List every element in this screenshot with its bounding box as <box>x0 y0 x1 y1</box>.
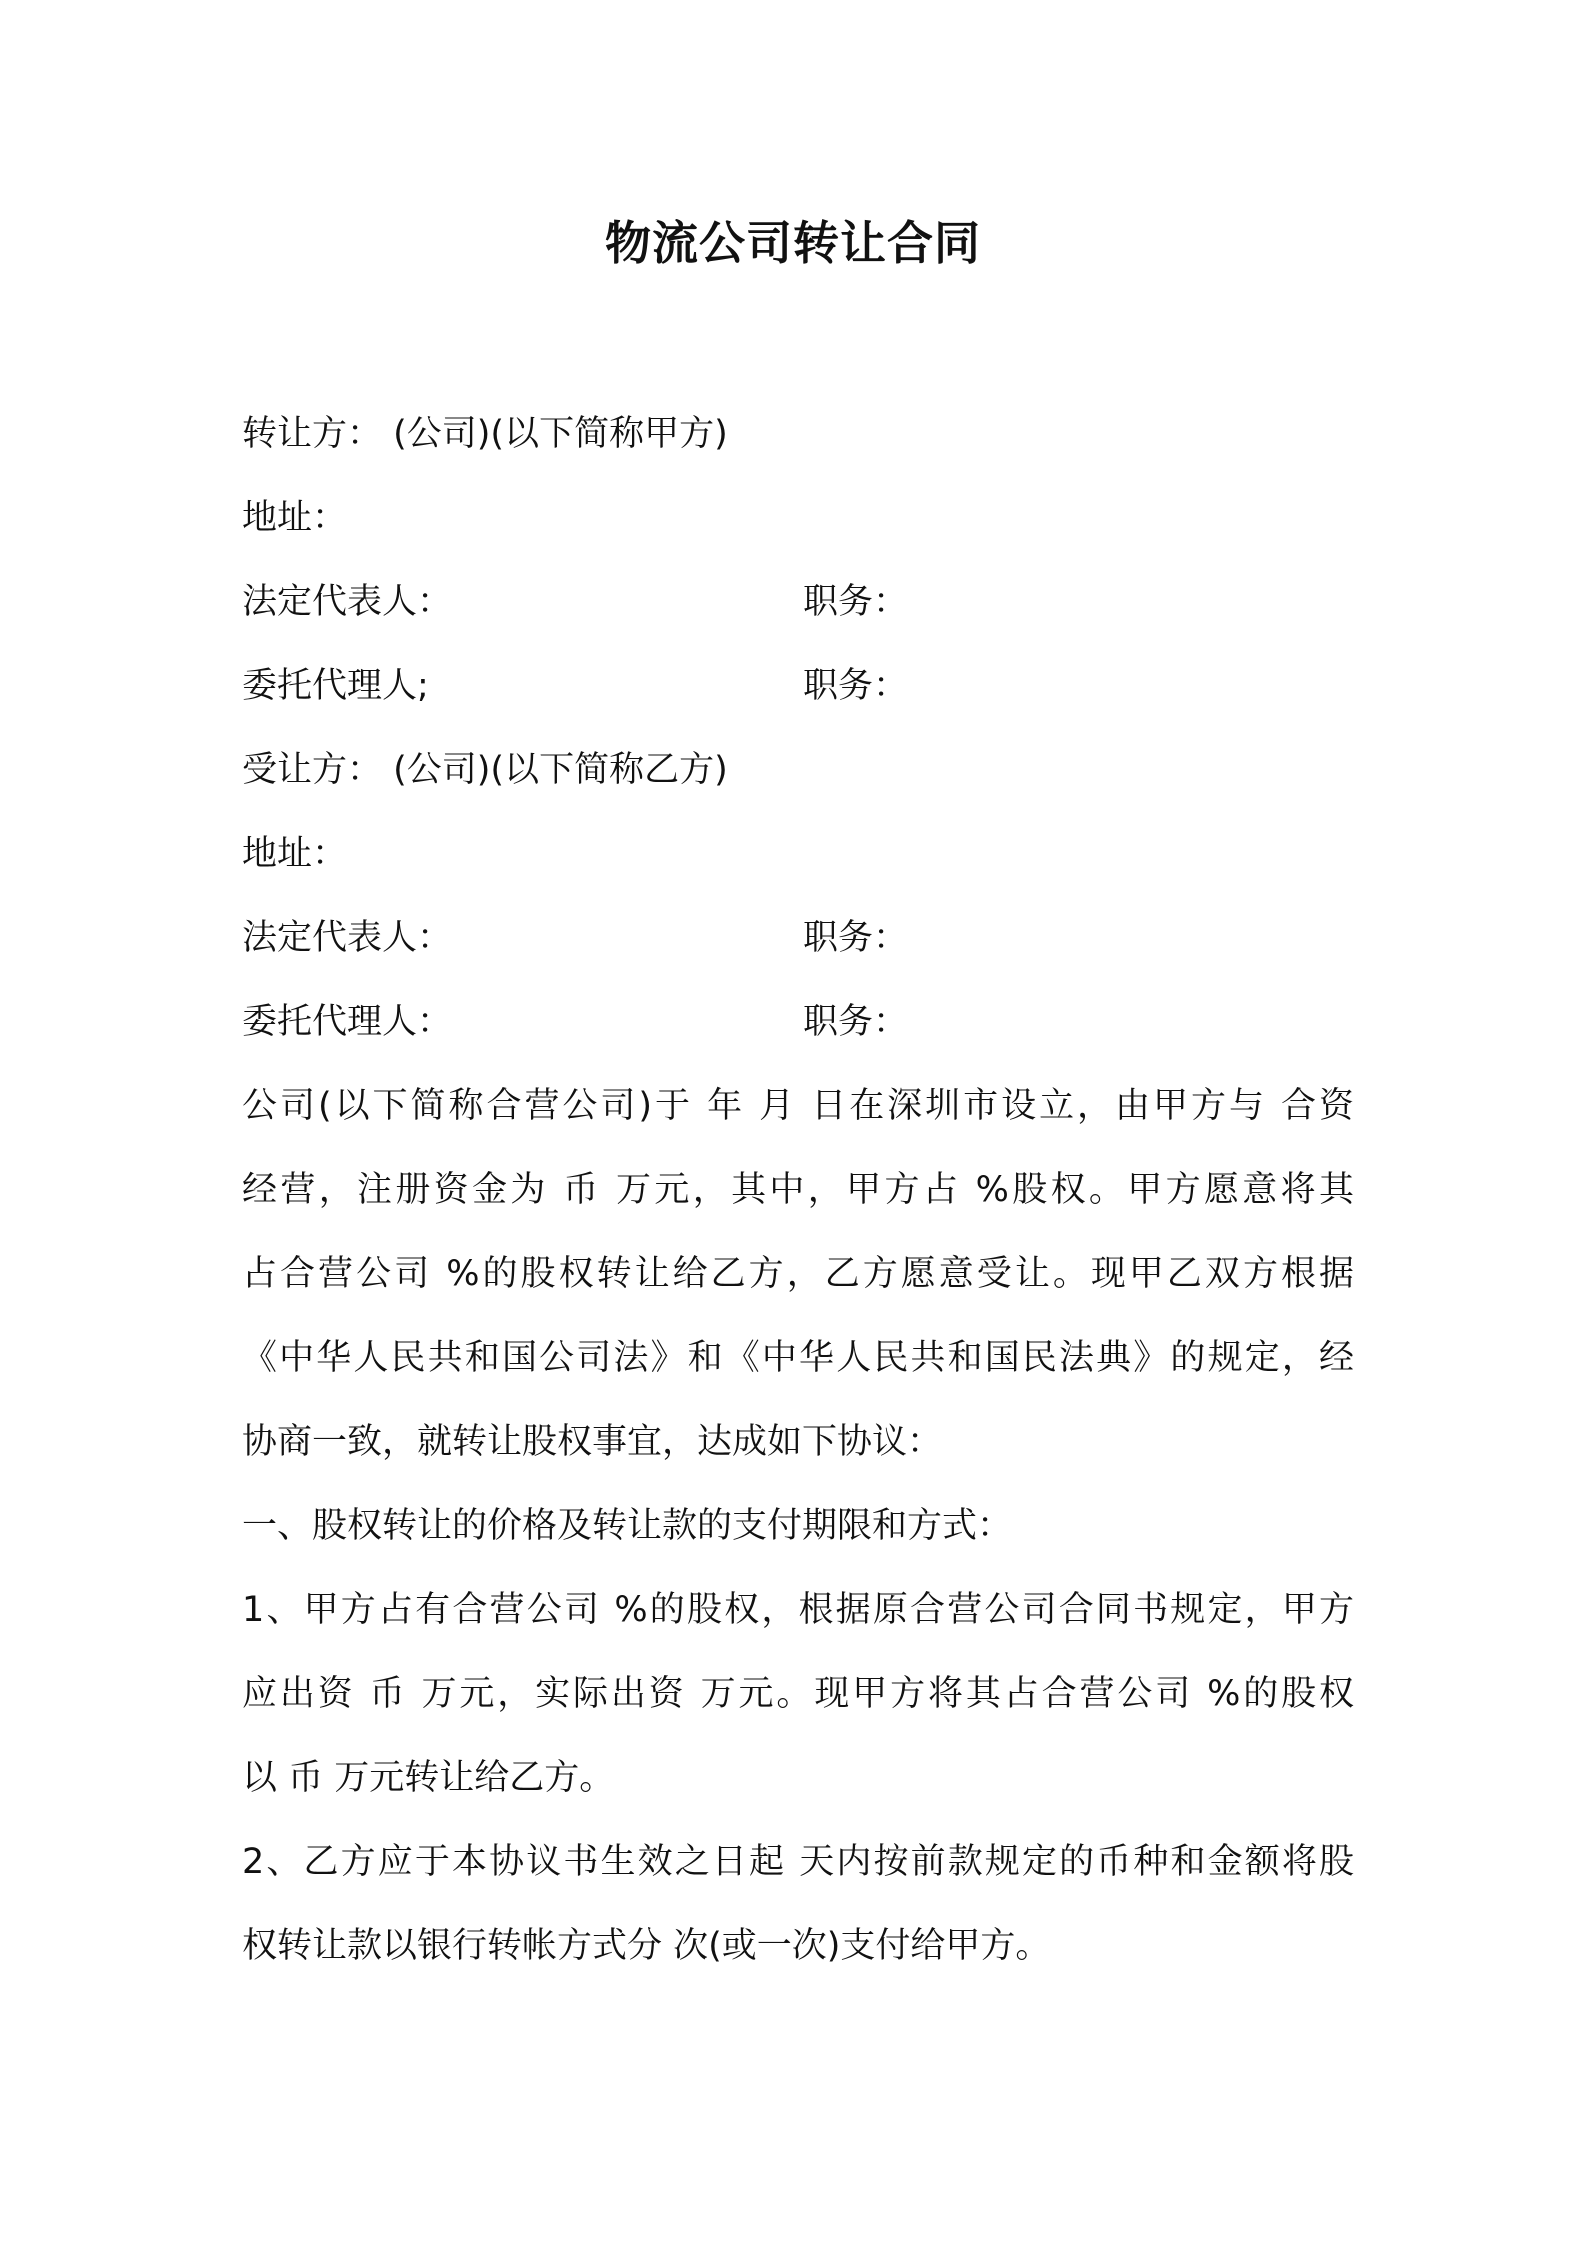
transferee-address-label: 地址： <box>242 834 348 874</box>
transferee-agent-label: 委托代理人： <box>242 1002 453 1042</box>
intro-line: 占合营公司 %的股权转让给乙方，乙方愿意受让。现甲乙双方根据 <box>242 1254 1354 1294</box>
transferee-legal-rep-label: 法定代表人： <box>242 918 453 958</box>
transferee-party-line: 受让方： (公司)(以下简称乙方) <box>242 750 728 790</box>
clause-line: 2、乙方应于本协议书生效之日起 天内按前款规定的币种和金额将股 <box>242 1842 1354 1882</box>
clause-line: 权转让款以银行转帐方式分 次(或一次)支付给甲方。 <box>242 1926 1051 1966</box>
transferor-legal-rep-label: 法定代表人： <box>242 582 453 622</box>
transferor-agent-position-label: 职务： <box>803 666 909 706</box>
clause-line: 以 币 万元转让给乙方。 <box>242 1758 615 1798</box>
intro-line: 经营，注册资金为 币 万元，其中，甲方占 %股权。甲方愿意将其 <box>242 1170 1354 1210</box>
transferee-legal-rep-position-label: 职务： <box>803 918 909 958</box>
transferee-agent-position-label: 职务： <box>803 1002 909 1042</box>
clause-line: 应出资 币 万元，实际出资 万元。现甲方将其占合营公司 %的股权 <box>242 1674 1354 1714</box>
section-heading: 一、股权转让的价格及转让款的支付期限和方式： <box>242 1506 1013 1546</box>
clause-line: 1、甲方占有合营公司 %的股权，根据原合营公司合同书规定，甲方 <box>242 1590 1354 1630</box>
document-title: 物流公司转让合同 <box>605 216 981 270</box>
transferor-legal-rep-position-label: 职务： <box>803 582 909 622</box>
transferor-party-line: 转让方： (公司)(以下简称甲方) <box>242 414 728 454</box>
transferor-agent-label: 委托代理人; <box>242 666 429 706</box>
intro-line: 协商一致，就转让股权事宜，达成如下协议： <box>242 1422 943 1462</box>
intro-line: 公司(以下简称合营公司)于 年 月 日在深圳市设立，由甲方与 合资 <box>242 1086 1354 1126</box>
transferor-address-label: 地址： <box>242 498 348 538</box>
intro-line: 《中华人民共和国公司法》和《中华人民共和国民法典》的规定，经 <box>242 1338 1354 1378</box>
